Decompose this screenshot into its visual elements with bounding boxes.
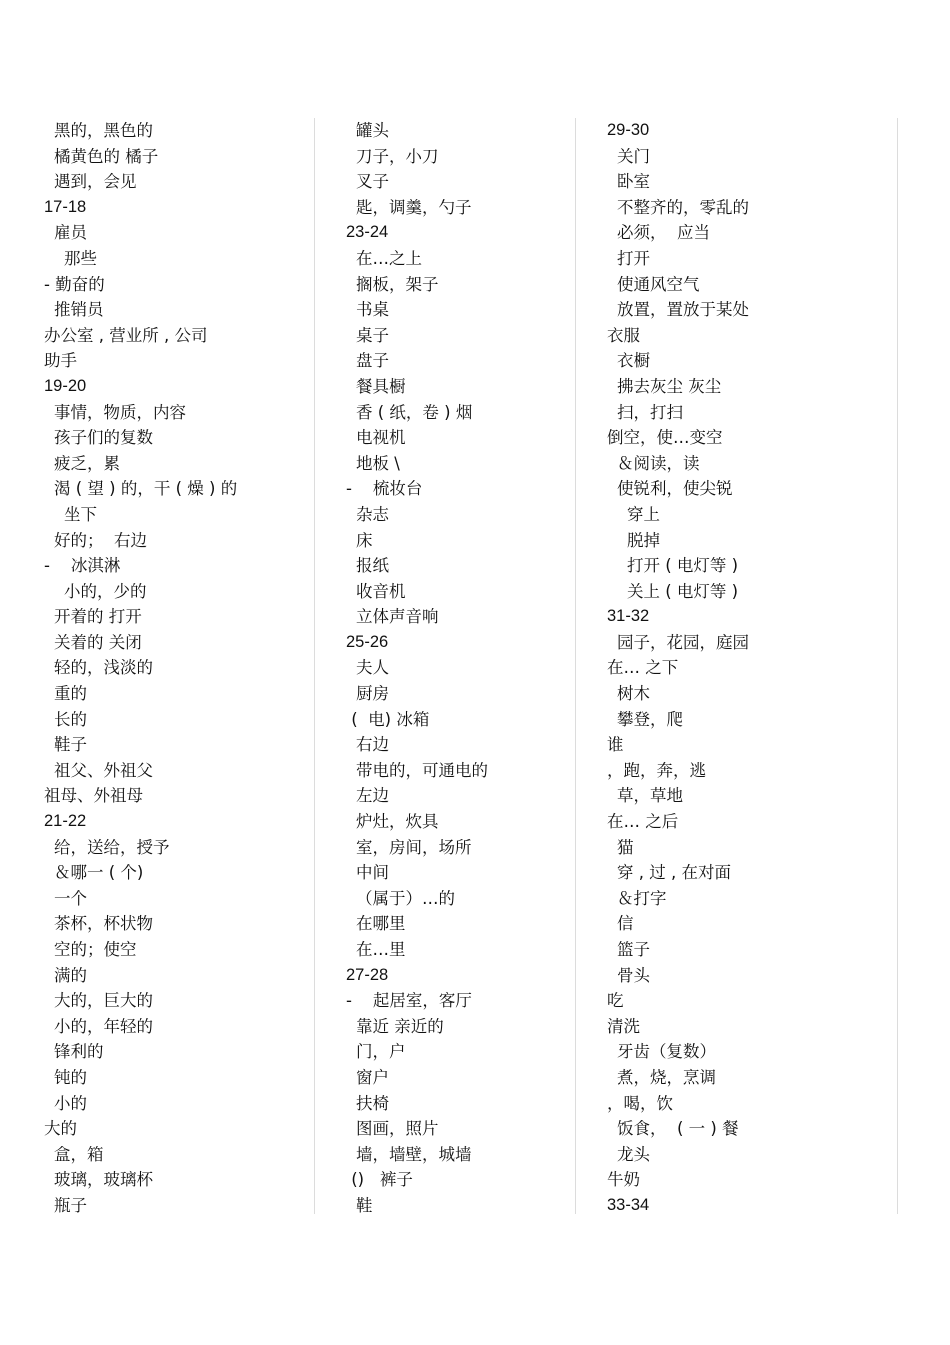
column-divider — [314, 118, 315, 1214]
vocabulary-entry: 床 — [356, 530, 373, 550]
vocabulary-entry: 推销员 — [54, 300, 104, 320]
vocabulary-entry: 使锐利，使尖锐 — [617, 479, 733, 499]
section-heading: 25-26 — [346, 632, 389, 651]
vocabulary-entry: ＆阅读，读 — [617, 453, 700, 473]
vocabulary-entry: 门，户 — [356, 1042, 406, 1062]
vocabulary-entry: 祖母、外祖母 — [44, 786, 143, 806]
vocabulary-entry: 小的，少的 — [64, 581, 147, 601]
vocabulary-entry: 鞋子 — [54, 735, 87, 755]
vocabulary-entry: 谁 — [607, 735, 624, 755]
section-heading: 17-18 — [44, 197, 87, 216]
vocabulary-entry: 好的； 右边 — [54, 530, 147, 550]
vocabulary-entry: 书桌 — [356, 300, 389, 320]
vocabulary-entry: 搁板，架子 — [356, 274, 439, 294]
vocabulary-entry: 左边 — [356, 786, 389, 806]
vocabulary-entry: 关门 — [617, 146, 650, 166]
vocabulary-entry: 煮，烧，烹调 — [617, 1067, 716, 1087]
vocabulary-entry: 不整齐的，零乱的 — [617, 197, 749, 217]
vocabulary-entry: 打开 ( 电灯等 ) — [627, 556, 739, 576]
vocabulary-entry: 攀登，爬 — [617, 709, 683, 729]
vocabulary-entry: 满的 — [54, 965, 87, 985]
vocabulary-entry: 橘黄色的 橘子 — [54, 146, 159, 166]
vocabulary-entry: 放置，置放于某处 — [617, 300, 749, 320]
column-divider — [897, 118, 898, 1214]
vocabulary-entry: 助手 — [44, 351, 77, 371]
vocabulary-entry: 清洗 — [607, 1016, 640, 1036]
vocabulary-entry: 坐下 — [64, 504, 97, 524]
vocabulary-entry: 玻璃，玻璃杯 — [54, 1170, 153, 1190]
vocabulary-entry: 衣服 — [607, 325, 640, 345]
vocabulary-entry: 给，送给，授予 — [54, 837, 170, 857]
vocabulary-entry: 饭食， ( 一 ) 餐 — [617, 1119, 739, 1139]
section-heading: 31-32 — [607, 607, 650, 626]
vocabulary-entry: 锋利的 — [54, 1042, 104, 1062]
vocabulary-entry: ＆打字 — [617, 888, 667, 908]
vocabulary-entry: 吃 — [607, 991, 624, 1011]
vocabulary-entry: 长的 — [54, 709, 87, 729]
vocabulary-entry: 杂志 — [356, 504, 389, 524]
vocabulary-entry: 茶杯，杯状物 — [54, 914, 153, 934]
vocabulary-entry: 牛奶 — [607, 1170, 640, 1190]
vocabulary-entry: 卧室 — [617, 172, 650, 192]
vocabulary-entry: 鞋 — [356, 1195, 373, 1215]
vocabulary-entry: 轻的，浅淡的 — [54, 658, 153, 678]
vocabulary-entry: 在… 之后 — [607, 812, 679, 832]
section-heading: 21-22 — [44, 812, 87, 831]
vocabulary-entry: 收音机 — [356, 581, 406, 601]
vocabulary-entry: 在…里 — [356, 940, 406, 959]
section-heading: 33-34 — [607, 1195, 650, 1214]
vocabulary-entry: ，跑，奔，逃 — [607, 760, 706, 780]
vocabulary-entry: 扶椅 — [356, 1093, 389, 1113]
vocabulary-entry: - 起居室，客厅 — [346, 991, 472, 1011]
section-heading: 19-20 — [44, 376, 87, 395]
vocabulary-entry: 草，草地 — [617, 786, 683, 806]
vocabulary-entry: 刀子，小刀 — [356, 146, 439, 166]
vocabulary-entry: 在哪里 — [356, 914, 406, 934]
vocabulary-entry: 拂去灰尘 灰尘 — [617, 376, 722, 396]
vocabulary-entry: 牙齿（复数） — [617, 1042, 716, 1062]
vocabulary-entry: 重的 — [54, 684, 87, 704]
vocabulary-entry: ( 电) 冰箱 — [346, 709, 430, 729]
vocabulary-entry: 遇到，会见 — [54, 172, 137, 192]
vocabulary-entry: 罐头 — [356, 121, 389, 140]
vocabulary-entry: 香 ( 纸，卷 ) 烟 — [356, 402, 473, 422]
vocabulary-column-2 — [346, 118, 574, 1214]
vocabulary-entry: 一个 — [54, 888, 87, 908]
vocabulary-entry: 骨头 — [617, 965, 650, 985]
vocabulary-entry: 事情，物质，内容 — [54, 402, 186, 422]
vocabulary-entry: 龙头 — [617, 1144, 650, 1164]
vocabulary-entry: 中间 — [356, 863, 389, 883]
vocabulary-entry: 黑的，黑色的 — [54, 121, 153, 140]
vocabulary-entry: 小的，年轻的 — [54, 1016, 153, 1036]
vocabulary-entry: 倒空，使…变空 — [607, 428, 723, 448]
vocabulary-entry: 带电的，可通电的 — [356, 760, 488, 780]
vocabulary-entry: 盒，箱 — [54, 1144, 104, 1164]
vocabulary-entry: - 梳妆台 — [346, 479, 423, 499]
vocabulary-entry: 报纸 — [356, 556, 389, 576]
vocabulary-entry: 瓶子 — [54, 1195, 87, 1215]
vocabulary-entry: 室，房间，场所 — [356, 837, 472, 857]
vocabulary-entry: 开着的 打开 — [54, 607, 142, 627]
vocabulary-entry: 立体声音响 — [356, 607, 439, 627]
vocabulary-entry: 衣橱 — [617, 351, 650, 371]
vocabulary-entry: () 裤子 — [346, 1170, 413, 1190]
vocabulary-entry: 盘子 — [356, 351, 389, 371]
vocabulary-entry: （属于）…的 — [356, 888, 455, 908]
vocabulary-entry: 园子，花园，庭园 — [617, 632, 749, 652]
vocabulary-entry: 打开 — [617, 248, 650, 268]
section-heading: 27-28 — [346, 965, 389, 984]
vocabulary-entry: - 勤奋的 — [44, 274, 105, 294]
vocabulary-entry: 祖父、外祖父 — [54, 760, 153, 780]
vocabulary-entry: - 冰淇淋 — [44, 556, 121, 576]
vocabulary-entry: 窗户 — [356, 1067, 389, 1087]
vocabulary-entry: 孩子们的复数 — [54, 428, 153, 448]
vocabulary-entry: 关着的 关闭 — [54, 632, 142, 652]
vocabulary-entry: 猫 — [617, 837, 634, 857]
section-heading: 23-24 — [346, 223, 389, 242]
vocabulary-entry: 雇员 — [54, 223, 87, 243]
vocabulary-entry: 在… 之下 — [607, 658, 679, 678]
vocabulary-entry: 树木 — [617, 684, 650, 704]
vocabulary-entry: 地板 \ — [356, 453, 400, 473]
vocabulary-entry: ＆哪一 ( 个) — [54, 863, 144, 883]
vocabulary-entry: 疲乏，累 — [54, 453, 120, 473]
section-heading: 29-30 — [607, 121, 650, 139]
vocabulary-column-1 — [44, 118, 314, 1214]
vocabulary-entry: 右边 — [356, 735, 389, 755]
vocabulary-entry: 餐具橱 — [356, 376, 406, 396]
vocabulary-entry: 办公室 , 营业所 , 公司 — [44, 325, 208, 345]
vocabulary-entry: 大的，巨大的 — [54, 991, 153, 1011]
vocabulary-entry: 穿 , 过 , 在对面 — [617, 863, 731, 883]
vocabulary-entry: 空的；使空 — [54, 940, 137, 959]
vocabulary-entry: 必须， 应当 — [617, 223, 710, 243]
vocabulary-entry: 小的 — [54, 1093, 87, 1113]
vocabulary-entry: 匙，调羹，勺子 — [356, 197, 472, 217]
vocabulary-entry: 桌子 — [356, 325, 389, 345]
vocabulary-entry: 在…之上 — [356, 248, 422, 268]
vocabulary-entry: 厨房 — [356, 684, 389, 704]
vocabulary-entry: 那些 — [64, 248, 97, 268]
vocabulary-entry: 炉灶，炊具 — [356, 812, 439, 832]
vocabulary-entry: 脱掉 — [627, 530, 660, 550]
vocabulary-entry: 渴 ( 望 ) 的，干 ( 燥 ) 的 — [54, 479, 238, 499]
vocabulary-entry: 信 — [617, 914, 634, 934]
vocabulary-entry: 叉子 — [356, 172, 389, 192]
vocabulary-entry: ，喝，饮 — [607, 1093, 673, 1113]
vocabulary-entry: 大的 — [44, 1119, 77, 1139]
vocabulary-entry: 扫，打扫 — [617, 402, 683, 422]
vocabulary-entry: 电视机 — [356, 428, 406, 448]
vocabulary-entry: 夫人 — [356, 658, 389, 678]
vocabulary-entry: 墙，墙壁，城墙 — [356, 1144, 472, 1164]
vocabulary-entry: 篮子 — [617, 940, 650, 959]
vocabulary-entry: 使通风空气 — [617, 274, 700, 294]
vocabulary-entry: 钝的 — [54, 1067, 87, 1087]
vocabulary-entry: 穿上 — [627, 504, 660, 524]
vocabulary-entry: 图画，照片 — [356, 1119, 439, 1139]
vocabulary-entry: 关上 ( 电灯等 ) — [627, 581, 739, 601]
column-divider — [575, 118, 576, 1214]
vocabulary-entry: 靠近 亲近的 — [356, 1016, 444, 1036]
vocabulary-column-3 — [607, 118, 897, 1214]
